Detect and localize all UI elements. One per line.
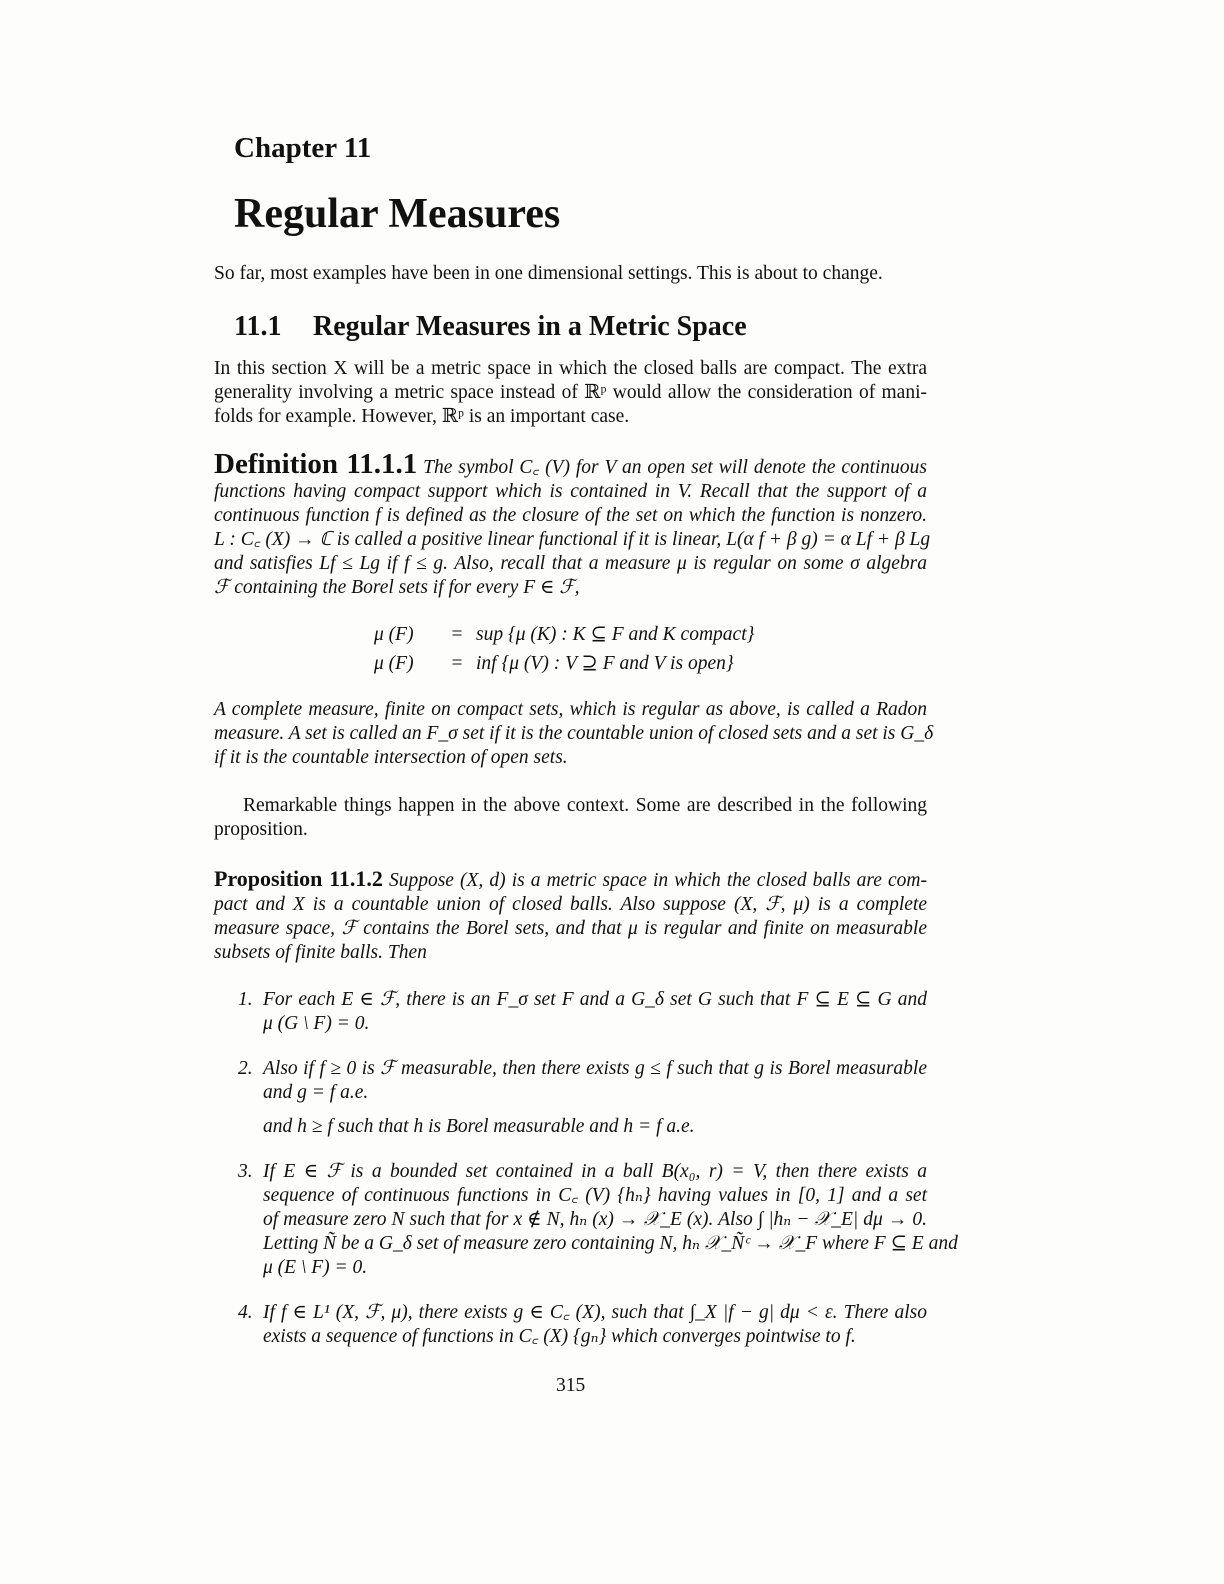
- definition-block: [214, 448, 931, 600]
- proposition-line: Suppose (X, d) is a metric space in which the closed balls are com-: [388, 870, 927, 891]
- paragraph-line: In this section X will be a metric space in which the closed balls are compact. The extra: [214, 358, 927, 379]
- proposition-heading: Proposition 11.1.2: [214, 866, 383, 891]
- equation-relation: =: [451, 653, 463, 674]
- list-item-number: 3.: [238, 1161, 253, 1182]
- chapter-title: Regular Measures: [234, 191, 561, 237]
- section-number: 11.1: [234, 311, 282, 342]
- section-paragraph: [214, 357, 927, 429]
- equation-rhs: sup {μ (K) : K ⊆ F and K compact}: [476, 624, 755, 645]
- proposition-line: subsets of finite balls. Then: [214, 942, 427, 963]
- remark-line: proposition.: [214, 819, 308, 840]
- proposition-block: [214, 867, 927, 965]
- definition-line: if it is the countable intersection of open sets.: [214, 747, 568, 768]
- list-item-line: of measure zero N such that for x ∉ N, hₙ (x) → 𝒳_E (x). Also ∫ |hₙ − 𝒳_E| dμ → 0.: [263, 1209, 927, 1230]
- proposition-line: pact and X is a countable union of closed balls. Also suppose (X, ℱ, μ) is a complete: [214, 894, 927, 915]
- list-item-line: For each E ∈ ℱ, there is an F_σ set F and a G_δ set G such that F ⊆ E ⊆ G and: [263, 989, 927, 1010]
- list-item-line: μ (E \ F) = 0.: [263, 1257, 368, 1278]
- paragraph-line: generality involving a metric space instead of ℝᵖ would allow the consideration of mani-: [214, 382, 927, 403]
- definition-line: The symbol C꜀ (V) for V an open set will denote the continuous: [423, 457, 928, 478]
- page-number: 315: [556, 1375, 586, 1396]
- definition-line: measure. A set is called an F_σ set if it is the countable union of closed sets and a set is G_δ: [214, 723, 934, 744]
- equation-lhs: μ (F): [374, 653, 414, 674]
- list-item-line: If E ∈ ℱ is a bounded set contained in a ball B(x₀, r) = V, then there exists a: [263, 1161, 927, 1182]
- definition-line: and satisfies Lf ≤ Lg if f ≤ g. Also, recall that a measure μ is regular on some σ algebra: [214, 553, 927, 574]
- list-item: [238, 1301, 927, 1349]
- list-item-number: 1.: [238, 989, 253, 1010]
- proposition-first-line: [214, 867, 927, 893]
- equation-row: [374, 651, 734, 675]
- list-item-line: exists a sequence of functions in C꜀ (X) {gₙ} which converges pointwise to f.: [263, 1326, 856, 1347]
- definition-continuation: [214, 698, 934, 770]
- list-item-line: sequence of continuous functions in C꜀ (V) {hₙ} having values in [0, 1] and a set: [263, 1185, 927, 1206]
- equation-lhs: μ (F): [374, 624, 414, 645]
- equation-row: [374, 622, 754, 646]
- proposition-line: measure space, ℱ contains the Borel sets, and that μ is regular and finite on measurable: [214, 918, 927, 939]
- definition-line: continuous function f is defined as the closure of the set on which the function is nonzero.: [214, 505, 927, 526]
- list-item-extra: and h ≥ f such that h is Borel measurable and h = f a.e.: [263, 1116, 695, 1137]
- section-title: Regular Measures in a Metric Space: [313, 311, 747, 342]
- definition-line: functions having compact support which is contained in V. Recall that the support of a: [214, 481, 927, 502]
- equation-relation: =: [451, 624, 463, 645]
- definition-line: L : C꜀ (X) → ℂ is called a positive linear functional if it is linear, L(α f + β g) = α Lf + β Lg: [214, 529, 931, 550]
- list-item-line: Also if f ≥ 0 is ℱ measurable, then there exists g ≤ f such that g is Borel measurable: [263, 1058, 927, 1079]
- list-item-line: μ (G \ F) = 0.: [263, 1013, 370, 1034]
- equation-rhs: inf {μ (V) : V ⊇ F and V is open}: [476, 653, 734, 674]
- chapter-label: Chapter 11: [234, 132, 372, 164]
- section-heading: [234, 311, 747, 343]
- remark-paragraph: [214, 794, 927, 842]
- list-item-number: 4.: [238, 1302, 253, 1323]
- definition-line: A complete measure, finite on compact sets, which is regular as above, is called a Radon: [214, 699, 927, 720]
- definition-line: ℱ containing the Borel sets if for every F ∈ ℱ,: [214, 577, 580, 598]
- list-item: [238, 988, 927, 1036]
- definition-first-line: [214, 448, 928, 480]
- definition-heading: Definition 11.1.1: [214, 448, 418, 480]
- paragraph-line: folds for example. However, ℝᵖ is an important case.: [214, 406, 630, 427]
- list-item: [238, 1160, 958, 1280]
- list-item: [238, 1057, 927, 1139]
- chapter-intro: So far, most examples have been in one dimensional settings. This is about to change.: [214, 263, 883, 284]
- proposition-list: [238, 988, 958, 1349]
- remark-line: Remarkable things happen in the above context. Some are described in the following: [243, 795, 927, 816]
- list-item-number: 2.: [238, 1058, 253, 1079]
- list-item-line: and g = f a.e.: [263, 1082, 369, 1103]
- list-item-line: If f ∈ L¹ (X, ℱ, μ), there exists g ∈ C꜀ (X), such that ∫_X |f − g| dμ < ε. There also: [263, 1302, 927, 1323]
- list-item-line: Letting Ñ be a G_δ set of measure zero containing N, hₙ 𝒳_Ñᶜ → 𝒳_F where F ⊆ E and: [263, 1233, 958, 1254]
